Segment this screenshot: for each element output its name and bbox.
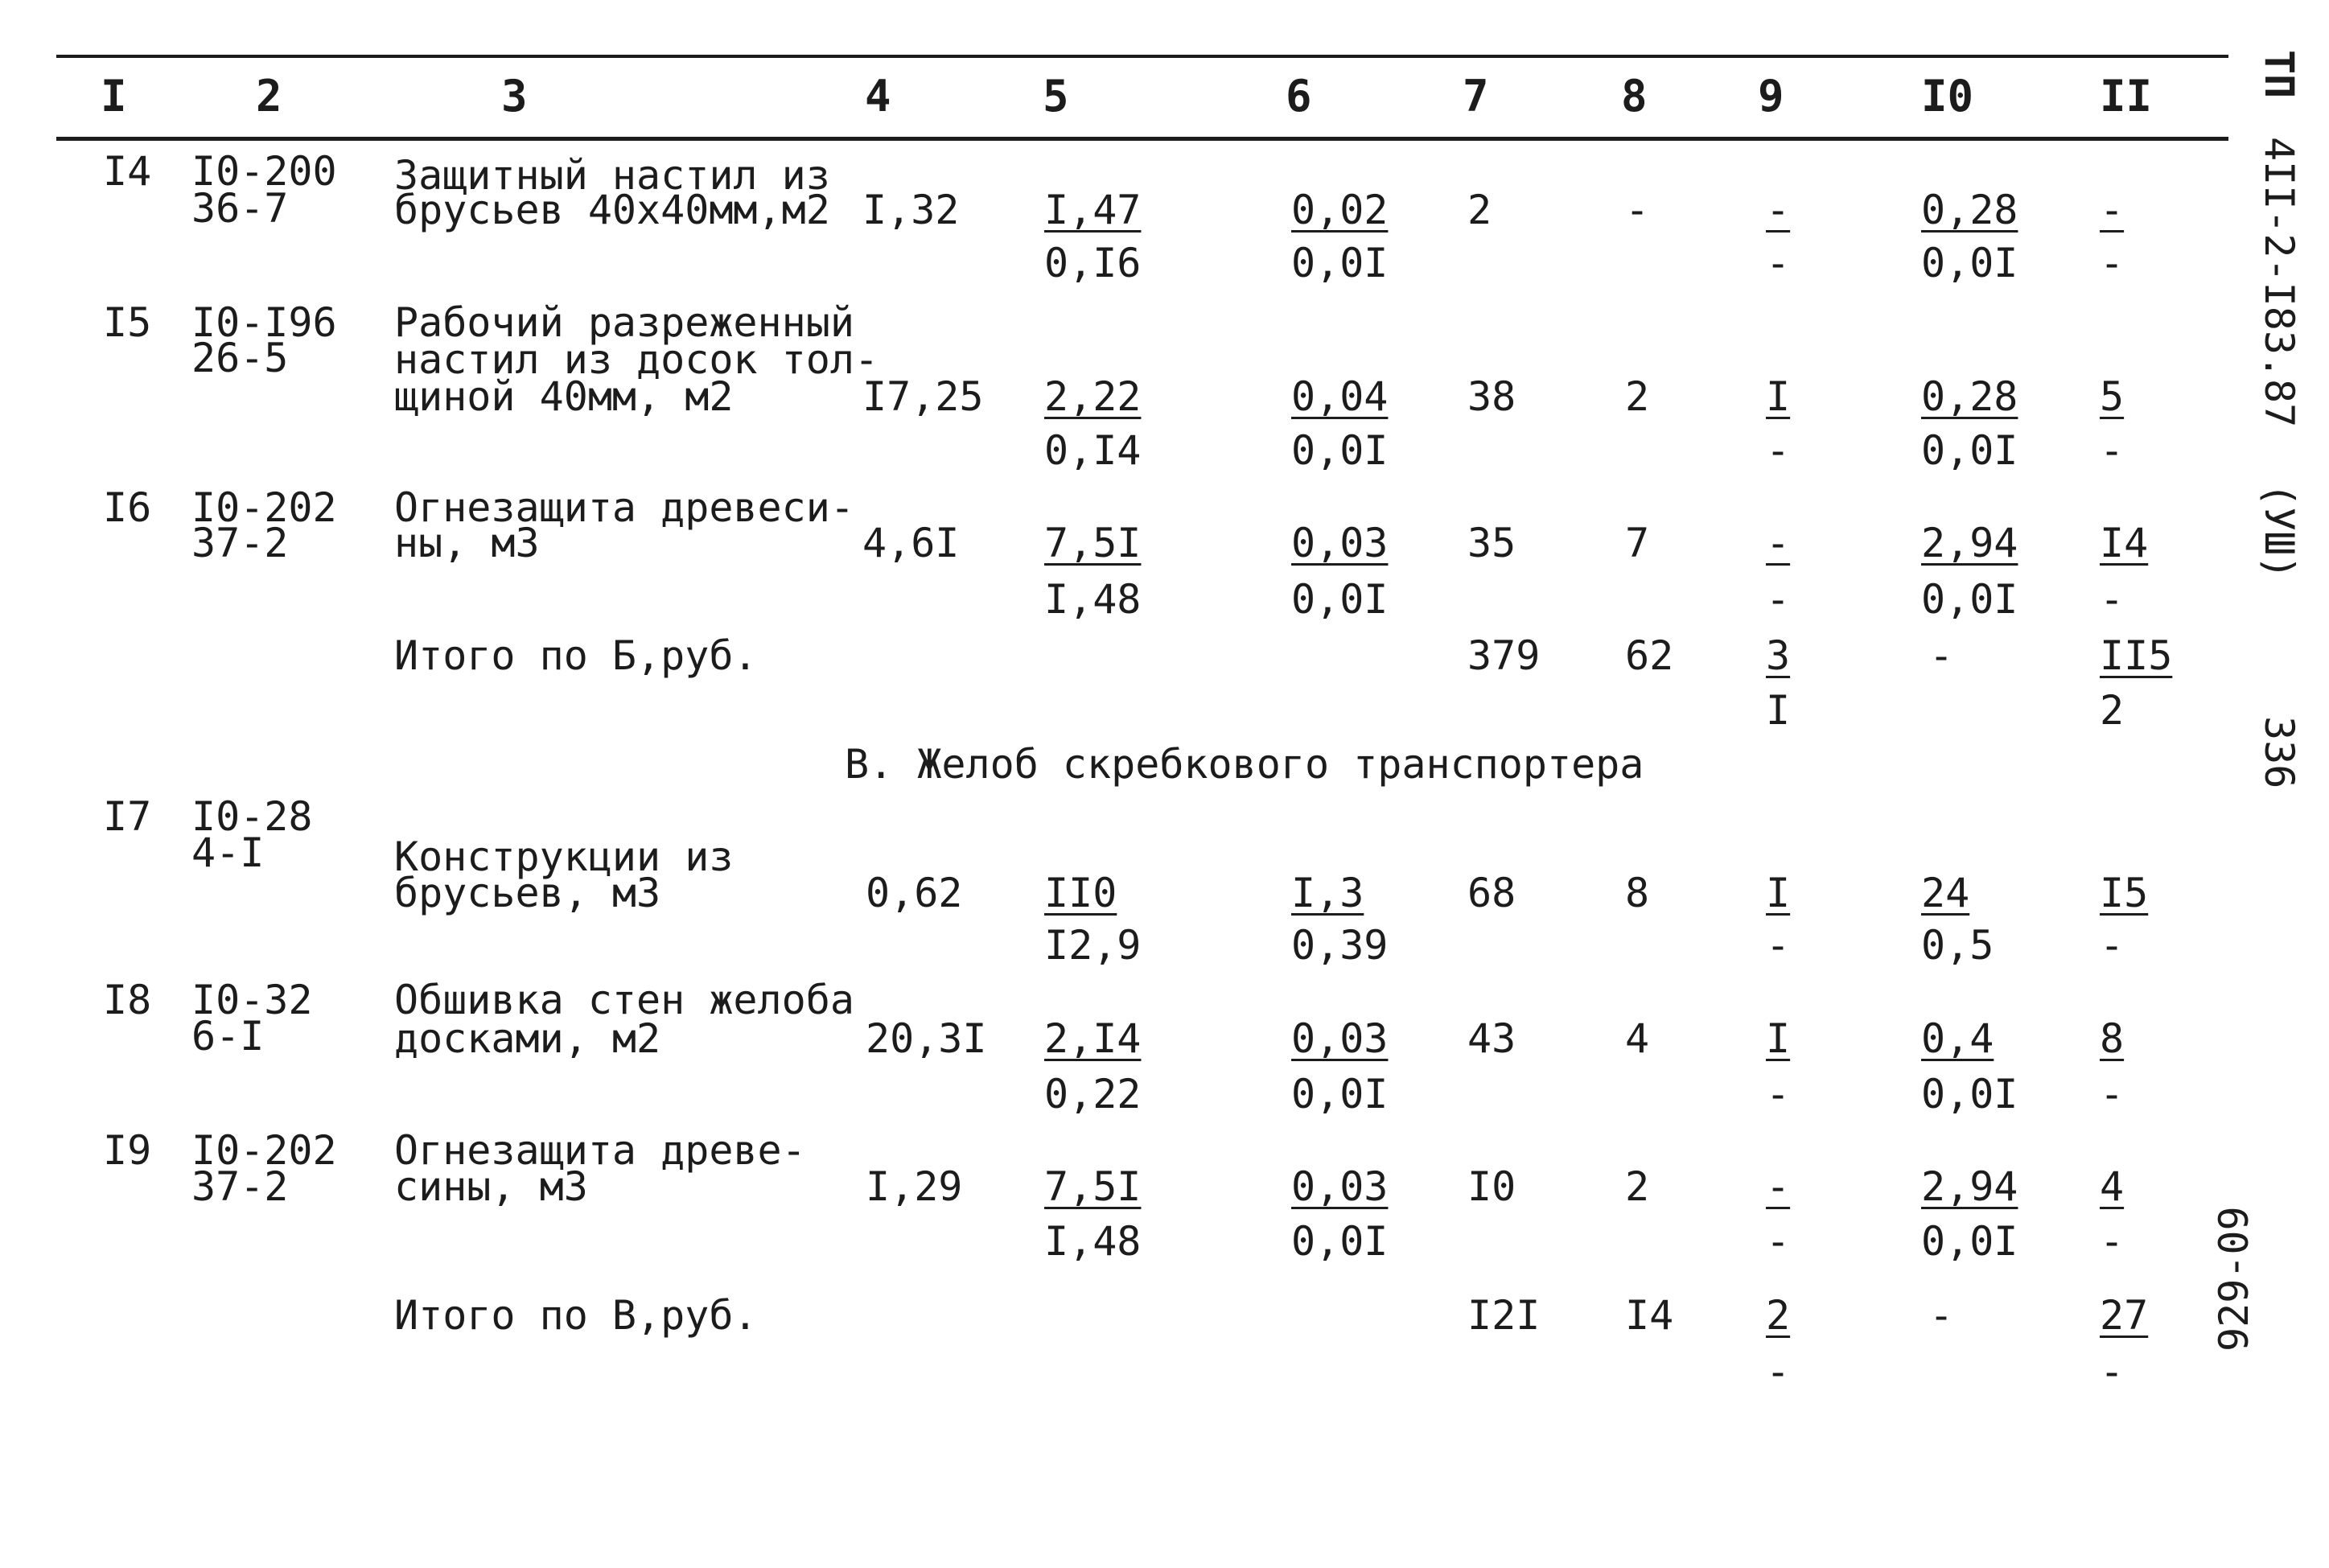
labor-unit: 0,28 xyxy=(1921,187,2018,233)
item-description: Конструкции из xyxy=(394,833,734,880)
unit-cost: I,47 xyxy=(1044,187,1142,233)
album-number: (УШ) xyxy=(2256,483,2302,580)
wages: 2 xyxy=(1625,373,1650,420)
labor-unit-sub: 0,0I xyxy=(1921,1071,2018,1117)
operation-cost-wage: 0,39 xyxy=(1291,922,1389,969)
unit-cost: II0 xyxy=(1044,870,1117,916)
header-col-7: 7 xyxy=(1463,71,1489,121)
total-cost: 68 xyxy=(1467,870,1516,916)
header-col-6: 6 xyxy=(1286,71,1312,121)
unit-cost-wage: 0,I6 xyxy=(1044,240,1142,286)
header-col-10: I0 xyxy=(1921,71,1974,121)
machine-cost-sub: - xyxy=(1766,240,1791,286)
subtotal-label: Итого по Б,руб. xyxy=(394,632,758,679)
machine-cost: - xyxy=(1766,1163,1791,1210)
item-description: досками, м2 xyxy=(394,1015,661,1062)
machine-cost: - xyxy=(1766,520,1791,566)
header-col-8: 8 xyxy=(1621,71,1648,121)
operation-cost: 0,03 xyxy=(1291,1015,1389,1062)
operation-cost: 0,02 xyxy=(1291,187,1389,233)
operation-cost-wage: 0,0I xyxy=(1291,240,1389,286)
project-code: 4II-2-I83.87 xyxy=(2256,137,2302,428)
header-col-2: 2 xyxy=(256,71,282,121)
subtotal-labor-total: 27 xyxy=(2100,1292,2149,1339)
row-number: I9 xyxy=(103,1127,152,1174)
unit-cost-wage: 0,I4 xyxy=(1044,427,1142,474)
row-number: I5 xyxy=(103,299,152,346)
subtotal-machine-cost: 3 xyxy=(1766,632,1791,679)
unit-cost: 2,22 xyxy=(1044,373,1142,420)
wages: 4 xyxy=(1625,1015,1650,1062)
subtotal-labor-total-sub: - xyxy=(2100,1348,2125,1395)
page-number: 336 xyxy=(2256,716,2302,789)
rate-code: I0-32 xyxy=(191,977,313,1023)
operation-cost-wage: 0,0I xyxy=(1291,427,1389,474)
labor-unit: 2,94 xyxy=(1921,1163,2018,1210)
header-col-5: 5 xyxy=(1043,71,1069,121)
operation-cost-wage: 0,0I xyxy=(1291,1071,1389,1117)
machine-cost-sub: - xyxy=(1766,427,1791,474)
labor-total: - xyxy=(2100,187,2125,233)
rate-code-sub: 37-2 xyxy=(191,1163,289,1210)
wages: 7 xyxy=(1625,520,1650,566)
item-description: сины, м3 xyxy=(394,1163,588,1210)
row-number: I7 xyxy=(103,793,152,840)
row-number: I8 xyxy=(103,977,152,1023)
rate-code: I0-28 xyxy=(191,793,313,840)
header-rule xyxy=(56,137,2228,141)
item-description: Огнезащита древеси- xyxy=(394,484,854,531)
rate-code-sub: 26-5 xyxy=(191,335,289,381)
quantity: I,29 xyxy=(866,1163,963,1210)
unit-cost: 7,5I xyxy=(1044,1163,1142,1210)
item-description: ны, м3 xyxy=(394,520,540,566)
machine-cost: I xyxy=(1766,1015,1791,1062)
labor-unit: 0,4 xyxy=(1921,1015,1994,1062)
machine-cost-sub: - xyxy=(1766,576,1791,623)
unit-cost: 7,5I xyxy=(1044,520,1142,566)
subtotal-labor-total: II5 xyxy=(2100,632,2173,679)
labor-total-sub: - xyxy=(2100,1218,2125,1265)
subtotal-wages: I4 xyxy=(1625,1292,1674,1339)
operation-cost: 0,03 xyxy=(1291,1163,1389,1210)
labor-total: I5 xyxy=(2100,870,2149,916)
item-description: брусьев 40х40мм,м2 xyxy=(394,187,830,233)
quantity: 0,62 xyxy=(866,870,963,916)
labor-total-sub: - xyxy=(2100,922,2125,969)
labor-unit: 0,28 xyxy=(1921,373,2018,420)
rate-code-sub: 37-2 xyxy=(191,520,289,566)
row-number: I4 xyxy=(103,148,152,195)
quantity: 20,3I xyxy=(866,1015,987,1062)
unit-cost-wage: 0,22 xyxy=(1044,1071,1142,1117)
labor-unit-sub: 0,0I xyxy=(1921,576,2018,623)
total-cost: 2 xyxy=(1467,187,1492,233)
labor-total-sub: - xyxy=(2100,240,2125,286)
quantity: I,32 xyxy=(862,187,960,233)
section-heading: В. Желоб скребкового транспортера xyxy=(845,741,1644,788)
series-label: ТП xyxy=(2256,50,2302,99)
total-cost: 35 xyxy=(1467,520,1516,566)
total-cost: I0 xyxy=(1467,1163,1516,1210)
item-description: брусьев, м3 xyxy=(394,870,661,916)
rate-code: I0-202 xyxy=(191,1127,337,1174)
labor-total-sub: - xyxy=(2100,427,2125,474)
operation-cost-wage: 0,0I xyxy=(1291,1218,1389,1265)
header-col-1: I xyxy=(101,71,127,121)
labor-unit-sub: 0,0I xyxy=(1921,1218,2018,1265)
unit-cost: 2,I4 xyxy=(1044,1015,1142,1062)
machine-cost: - xyxy=(1766,187,1791,233)
labor-unit: 24 xyxy=(1921,870,1970,916)
machine-cost-sub: - xyxy=(1766,1071,1791,1117)
unit-cost-wage: I,48 xyxy=(1044,576,1142,623)
subtotal-machine-cost: 2 xyxy=(1766,1292,1791,1339)
labor-total: 8 xyxy=(2100,1015,2125,1062)
subtotal-total-cost: I2I xyxy=(1467,1292,1541,1339)
rate-code-sub: 36-7 xyxy=(191,185,289,232)
item-description: Защитный настил из xyxy=(394,152,830,199)
labor-total: I4 xyxy=(2100,520,2149,566)
operation-cost: I,3 xyxy=(1291,870,1364,916)
subtotal-machine-cost-sub: - xyxy=(1766,1348,1791,1395)
machine-cost-sub: - xyxy=(1766,922,1791,969)
quantity: 4,6I xyxy=(862,520,960,566)
top-rule xyxy=(56,55,2228,58)
labor-total-sub: - xyxy=(2100,1071,2125,1117)
sheet-number: 929-09 xyxy=(2211,1206,2257,1352)
labor-unit-sub: 0,5 xyxy=(1921,922,1994,969)
operation-cost-wage: 0,0I xyxy=(1291,576,1389,623)
quantity: I7,25 xyxy=(862,373,984,420)
unit-cost-wage: I2,9 xyxy=(1044,922,1142,969)
operation-cost: 0,04 xyxy=(1291,373,1389,420)
wages: 2 xyxy=(1625,1163,1650,1210)
item-description: настил из досок тол- xyxy=(394,336,879,383)
item-description: Рабочий разреженный xyxy=(394,299,854,346)
total-cost: 38 xyxy=(1467,373,1516,420)
subtotal-labor-unit: - xyxy=(1929,1292,1954,1339)
rate-code: I0-I96 xyxy=(191,299,337,346)
header-col-11: II xyxy=(2100,71,2153,121)
labor-unit: 2,94 xyxy=(1921,520,2018,566)
subtotal-machine-cost-sub: I xyxy=(1766,687,1791,734)
row-number: I6 xyxy=(103,484,152,531)
subtotal-wages: 62 xyxy=(1625,632,1674,679)
item-description: щиной 40мм, м2 xyxy=(394,373,734,420)
header-col-9: 9 xyxy=(1758,71,1784,121)
rate-code: I0-202 xyxy=(191,484,337,531)
labor-total: 5 xyxy=(2100,373,2125,420)
total-cost: 43 xyxy=(1467,1015,1516,1062)
rate-code: I0-200 xyxy=(191,148,337,195)
wages: 8 xyxy=(1625,870,1650,916)
labor-total: 4 xyxy=(2100,1163,2125,1210)
machine-cost: I xyxy=(1766,373,1791,420)
item-description: Огнезащита древе- xyxy=(394,1127,806,1174)
machine-cost: I xyxy=(1766,870,1791,916)
unit-cost-wage: I,48 xyxy=(1044,1218,1142,1265)
item-description: Обшивка стен желоба xyxy=(394,977,854,1023)
rate-code-sub: 4-I xyxy=(191,829,265,876)
rate-code-sub: 6-I xyxy=(191,1013,265,1060)
wages: - xyxy=(1625,187,1650,233)
labor-unit-sub: 0,0I xyxy=(1921,240,2018,286)
subtotal-labor-total-sub: 2 xyxy=(2100,687,2125,734)
machine-cost-sub: - xyxy=(1766,1218,1791,1265)
labor-total-sub: - xyxy=(2100,576,2125,623)
subtotal-total-cost: 379 xyxy=(1467,632,1541,679)
header-col-4: 4 xyxy=(865,71,891,121)
labor-unit-sub: 0,0I xyxy=(1921,427,2018,474)
subtotal-labor-unit: - xyxy=(1929,632,1954,679)
subtotal-label: Итого по В,руб. xyxy=(394,1292,758,1339)
operation-cost: 0,03 xyxy=(1291,520,1389,566)
header-col-3: 3 xyxy=(501,71,528,121)
